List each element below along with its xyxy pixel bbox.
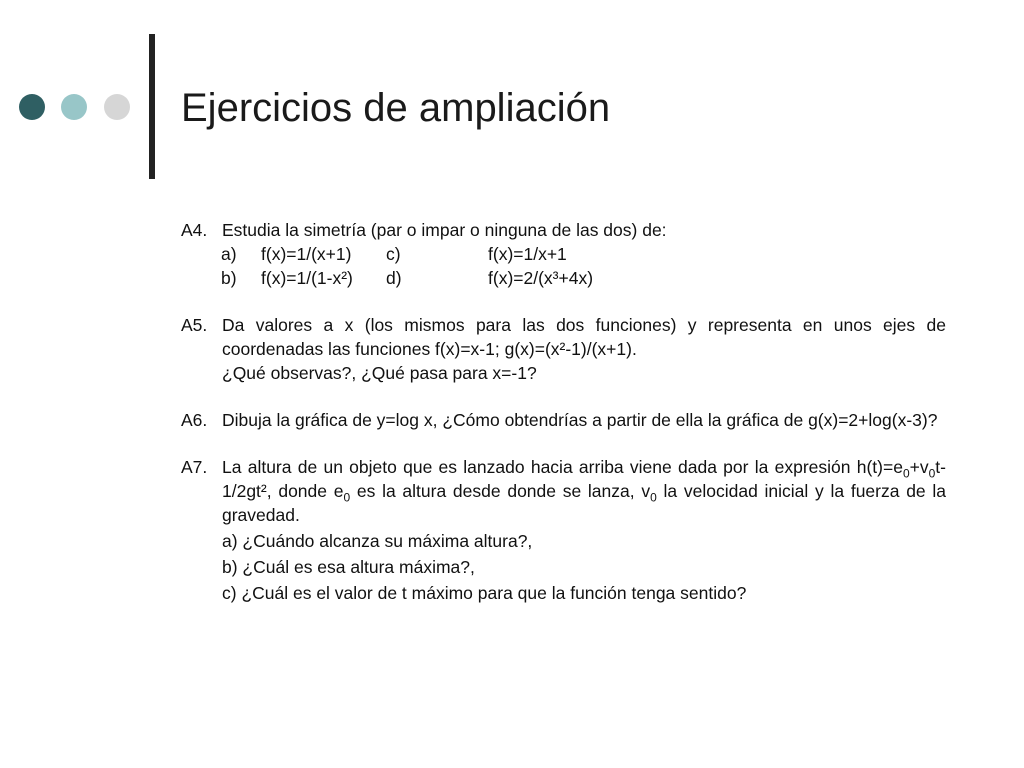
subscript: 0 [650, 490, 657, 505]
exercise-number: A6. [181, 410, 208, 430]
exercise-question-c: c) ¿Cuál es el valor de t máximo para que la función tenga sentido? [222, 583, 747, 603]
subscript: 0 [343, 490, 351, 505]
exercise-list [181, 218, 946, 605]
page-title: Ejercicios de ampliación [181, 86, 611, 130]
exercise-a7 [181, 455, 946, 527]
exercise-a5 [181, 313, 946, 361]
exercise-text: Dibuja la gráfica de y=log x, ¿Cómo obtendrías a partir de ella la gráfica de g(x)=2+log(x-3)? [222, 410, 938, 430]
text-part: La altura de un objeto que es lanzado hacia arriba viene dada por la expresión h(t)=e [222, 457, 903, 477]
option-row-1 [181, 242, 946, 266]
option-label: c) [386, 244, 401, 264]
exercise-a4 [181, 218, 946, 242]
text-part: +v [909, 457, 929, 477]
text-part: t-1/2gt², donde e [222, 457, 946, 501]
decor-dot-grey [104, 94, 130, 120]
text-part: es la altura desde donde se lanza, v [350, 481, 651, 501]
exercise-question: ¿Qué observas?, ¿Qué pasa para x=-1? [222, 363, 537, 383]
exercise-text: Da valores a x (los mismos para las dos funciones) y representa en unos ejes de coordenadas las funciones f(x)=x-1; g(x)=(x²-1)/(x+1). [222, 315, 946, 359]
decor-dot-dark [19, 94, 45, 120]
subscript: 0 [928, 466, 936, 481]
option-row-2 [181, 266, 946, 290]
text-part: la velocidad inicial y la fuerza de la gravedad. [222, 481, 947, 525]
option-formula: f(x)=2/(x³+4x) [488, 268, 594, 288]
option-label: d) [386, 268, 402, 288]
option-formula: f(x)=1/x+1 [488, 244, 567, 264]
exercise-text [222, 455, 946, 527]
exercise-number: A5. [181, 315, 208, 335]
exercise-number: A7. [181, 457, 208, 477]
option-formula: f(x)=1/(x+1) [261, 244, 352, 264]
exercise-question-b: b) ¿Cuál es esa altura máxima?, [222, 557, 475, 577]
option-label: a) [221, 244, 237, 264]
option-label: b) [221, 268, 237, 288]
title-divider-bar [149, 34, 155, 179]
exercise-a6 [181, 408, 946, 432]
option-formula: f(x)=1/(1-x²) [261, 268, 353, 288]
exercise-text: Estudia la simetría (par o impar o ninguna de las dos) de: [222, 220, 667, 240]
subscript: 0 [902, 466, 910, 481]
exercise-number: A4. [181, 220, 208, 240]
decor-dot-teal [61, 94, 87, 120]
exercise-question-a: a) ¿Cuándo alcanza su máxima altura?, [222, 531, 533, 551]
